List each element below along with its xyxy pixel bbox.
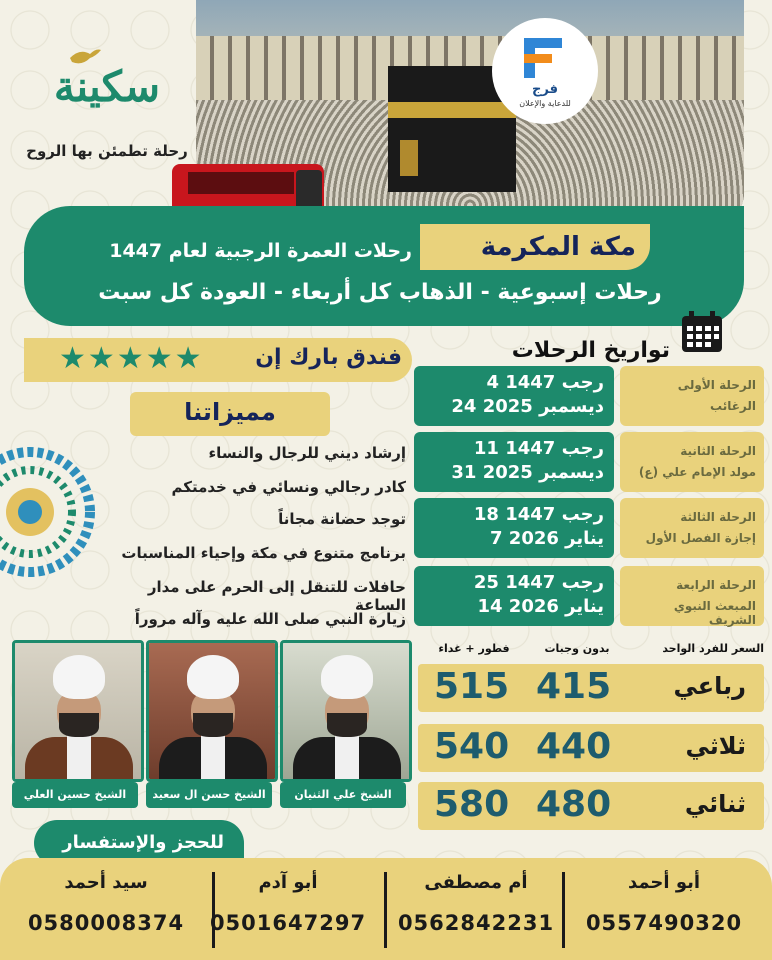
guide-photo: [12, 640, 144, 782]
schedule-text: رحلات إسبوعية - الذهاب كل أربعاء - العودة كل سبت: [98, 280, 662, 305]
star-icon: ★: [59, 341, 86, 376]
room-type: ثلاثي: [685, 732, 746, 760]
price-header-per-person: السعر للفرد الواحد: [662, 642, 764, 655]
trip-hijri-date: 25 رجب 1447: [473, 572, 604, 593]
room-type: رباعي: [673, 672, 746, 700]
ornament-icon: [0, 424, 100, 600]
trips-title: تواريخ الرحلات: [511, 338, 670, 363]
price-header-with-meals: فطور + غداء: [438, 642, 510, 655]
hotel-name: فندق بارك إن: [255, 345, 402, 370]
price-row: [418, 724, 764, 772]
trip-gregorian-date: 7 يناير 2026: [490, 528, 604, 549]
feature-item: زيارة النبي صلى الله عليه وآله مروراً: [134, 610, 406, 628]
guide-photo: [280, 640, 412, 782]
guide-name: الشيخ علي الثنيان: [280, 782, 406, 808]
feature-item: إرشاد ديني للرجال والنساء: [208, 444, 406, 462]
guide-name: الشيخ حسن ال سعيد: [146, 782, 272, 808]
contact-name: سيد أحمد: [64, 872, 148, 893]
trip-gregorian-date: 14 يناير 2026: [477, 596, 604, 617]
brand-logo: [18, 20, 196, 170]
hotel-stars: [58, 341, 228, 376]
contact: [200, 872, 376, 935]
price-row: [418, 664, 764, 712]
trip-occasion: المبعث النبوي الشريف: [673, 599, 756, 627]
contact-name: أم مصطفى: [424, 872, 528, 893]
trip-row: [414, 366, 764, 426]
trip-row: [414, 498, 764, 558]
contact-name: أبو أحمد: [627, 872, 701, 893]
agency-logo-icon: [520, 34, 566, 80]
price-with-meals: 515: [434, 666, 510, 707]
price-with-meals: 540: [434, 726, 510, 767]
trip-occasion: مولد الإمام علي (ع): [638, 465, 756, 479]
price-header-without-meals: بدون وجبات: [544, 642, 610, 655]
guide-photo: [146, 640, 278, 782]
brand-tagline: رحلة تطمئن بها الروح: [26, 142, 188, 160]
guide-name: الشيخ حسين العلي: [12, 782, 138, 808]
agency-subtitle: للدعاية والإعلان: [519, 99, 571, 108]
contact-phone[interactable]: 0580008374: [27, 911, 185, 935]
contact-phone[interactable]: 0562842231: [397, 911, 555, 935]
booking-label: للحجز والإستفسار: [62, 832, 224, 853]
calendar-icon: [680, 310, 724, 354]
price-without-meals: 440: [536, 726, 612, 767]
feature-item: حافلات للتنقل إلى الحرم على مدار الساعة: [147, 578, 406, 614]
star-icon: ★: [174, 341, 202, 376]
trip-occasion: الرغائب: [710, 399, 756, 413]
star-icon: ★: [145, 341, 173, 376]
contact-phone[interactable]: 0557490320: [585, 911, 743, 935]
trip-gregorian-date: 31 ديسمبر 2025: [451, 462, 604, 483]
feature-item: كادر رجالي ونسائي في خدمتكم: [171, 478, 406, 496]
price-without-meals: 480: [536, 784, 612, 825]
price-row: [418, 782, 764, 830]
trip-name: الرحلة الرابعة: [676, 578, 756, 592]
trip-gregorian-date: 24 ديسمبر 2025: [451, 396, 604, 417]
feature-item: توجد حضانة مجاناً: [278, 510, 406, 528]
star-icon: ★: [116, 341, 144, 376]
contact-phone[interactable]: 0501647297: [209, 911, 367, 935]
feature-item: برنامج متنوع في مكة وإحياء المناسبات: [121, 544, 406, 562]
features-title: مميزاتنا: [184, 398, 276, 426]
contact: [576, 872, 752, 935]
star-icon: ★: [87, 341, 115, 376]
trip-name: الرحلة الثالثة: [680, 510, 756, 524]
price-without-meals: 415: [536, 666, 612, 707]
price-with-meals: 580: [434, 784, 510, 825]
contact-name: أبو آدم: [258, 872, 318, 893]
trip-row: [414, 432, 764, 492]
contact: [18, 872, 194, 935]
brand-title: سكينة: [53, 62, 161, 111]
divider: [562, 872, 565, 948]
trip-hijri-date: 18 رجب 1447: [473, 504, 604, 525]
contact: [388, 872, 564, 935]
program-title: رحلات العمرة الرجبية لعام 1447: [109, 240, 412, 262]
trip-hijri-date: 11 رجب 1447: [473, 438, 604, 459]
trip-name: الرحلة الثانية: [680, 444, 756, 458]
trip-hijri-date: 4 رجب 1447: [486, 372, 604, 393]
agency-name: فرج: [532, 82, 558, 97]
room-type: ثنائي: [684, 790, 746, 818]
trip-occasion: إجازة الفصل الأول: [645, 531, 756, 545]
city-name: مكة المكرمة: [480, 232, 636, 262]
trip-name: الرحلة الأولى: [677, 378, 756, 392]
trip-row: [414, 566, 764, 626]
divider: [384, 872, 387, 948]
